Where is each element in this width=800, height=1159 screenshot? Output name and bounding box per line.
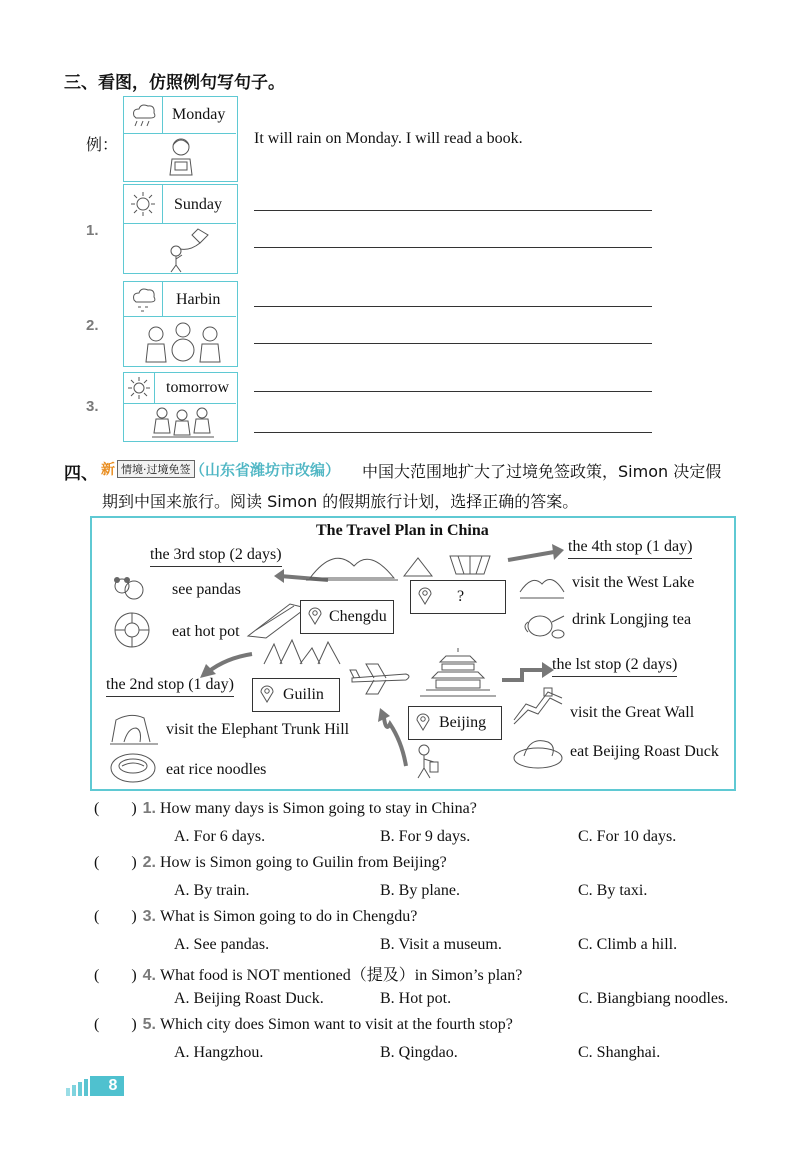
question-number: 1.	[142, 800, 156, 817]
context-badge	[101, 459, 195, 479]
answer-option: A. For 6 days.	[174, 828, 266, 845]
source-note: （山东省潍坊市改编）	[190, 461, 341, 479]
teapot-picture	[520, 606, 568, 640]
question-number: 5.	[142, 1016, 156, 1033]
answer-option: A. See pandas.	[174, 936, 270, 953]
travel-plan-box	[90, 516, 736, 791]
item-picture-box	[123, 184, 238, 274]
city-box-guilin	[252, 678, 340, 712]
question-number: 4.	[142, 967, 156, 984]
location-pin-icon	[417, 585, 433, 610]
karst-hills-picture	[262, 638, 342, 668]
page-number-tab	[64, 1076, 124, 1096]
question-text: What food is NOT mentioned（提及）in Simon’s plan?	[160, 967, 523, 984]
rain-cloud-icon	[128, 100, 158, 130]
question-text: How is Simon going to Guilin from Beijing?	[160, 854, 447, 871]
example-day-word: Monday	[172, 106, 226, 123]
answer-option: B. Qingdao.	[380, 1044, 458, 1061]
example-sentence: It will rain on Monday. I will read a book.	[254, 130, 523, 147]
answer-line[interactable]	[254, 391, 652, 392]
answer-blank[interactable]: ( )	[94, 967, 137, 984]
family-picnic-picture	[150, 405, 216, 441]
great-wall-picture	[512, 684, 564, 726]
children-snowman-picture	[138, 318, 228, 366]
plan-title: The Travel Plan in China	[316, 522, 489, 539]
city-name-beijing: Beijing	[439, 714, 487, 731]
stop1-item: eat Beijing Roast Duck	[570, 743, 719, 760]
item-number: 3.	[86, 398, 99, 415]
question-row	[94, 800, 477, 818]
answer-blank[interactable]: ( )	[94, 800, 137, 817]
answer-option: C. Climb a hill.	[578, 936, 678, 953]
landmark-picture	[304, 544, 400, 584]
answer-option: B. By plane.	[380, 882, 460, 899]
answer-option: B. Visit a museum.	[380, 936, 502, 953]
item-number: 2.	[86, 317, 99, 334]
city-box-unknown	[410, 580, 506, 614]
stop1-label: the lst stop (2 days)	[552, 656, 677, 677]
page-tab-stripes	[64, 1076, 104, 1096]
question-row	[94, 1016, 513, 1034]
item-picture-box	[123, 281, 238, 367]
stop2-item: visit the Elephant Trunk Hill	[166, 721, 350, 738]
item-picture-box	[123, 372, 238, 442]
roast-duck-picture	[512, 728, 566, 774]
temple-of-heaven-picture	[416, 646, 500, 700]
stop4-label: the 4th stop (1 day)	[568, 538, 692, 559]
west-lake-picture	[518, 568, 566, 602]
section3-title: 三、看图，仿照例句写句子。	[64, 73, 285, 93]
answer-option: B. For 9 days.	[380, 828, 471, 845]
answer-option: A. Hangzhou.	[174, 1044, 264, 1061]
sun-icon	[126, 375, 152, 401]
section4-prefix: 四、	[64, 464, 98, 484]
answer-blank[interactable]: ( )	[94, 908, 137, 925]
question-number: 3.	[142, 908, 156, 925]
sun-icon	[128, 189, 158, 219]
snow-cloud-icon	[128, 284, 158, 314]
item-word: tomorrow	[166, 379, 230, 396]
stop4-item: drink Longjing tea	[572, 611, 692, 628]
rice-noodles-picture	[108, 750, 158, 786]
panda-picture	[110, 572, 146, 604]
example-label: 例：	[86, 135, 119, 154]
stop3-label: the 3rd stop (2 days)	[150, 546, 282, 567]
city-name-guilin: Guilin	[283, 686, 324, 703]
stop4-item: visit the West Lake	[572, 574, 695, 591]
child-reading-picture	[164, 135, 198, 181]
route-arrow	[504, 540, 568, 568]
city-name-chengdu: Chengdu	[329, 608, 387, 625]
city-name-unknown: ?	[457, 588, 465, 605]
city-box-beijing	[408, 706, 502, 740]
stop3-item: eat hot pot	[172, 623, 240, 640]
badge-new: 新	[101, 462, 115, 478]
answer-option: C. Biangbiang noodles.	[578, 990, 729, 1007]
question-text: Which city does Simon want to visit at the fourth stop?	[160, 1016, 513, 1033]
question-number: 2.	[142, 854, 156, 871]
page-number: 8	[102, 1076, 124, 1096]
child-kite-picture	[154, 225, 214, 273]
traveler-picture	[410, 744, 440, 780]
answer-option: C. Shanghai.	[578, 1044, 661, 1061]
answer-option: A. By train.	[174, 882, 250, 899]
location-pin-icon	[415, 711, 431, 736]
question-row	[94, 908, 417, 926]
answer-line[interactable]	[254, 306, 652, 307]
stop1-item: visit the Great Wall	[570, 704, 695, 721]
item-word: Sunday	[174, 196, 222, 213]
location-pin-icon	[259, 683, 275, 708]
answer-line[interactable]	[254, 432, 652, 433]
answer-line[interactable]	[254, 210, 652, 211]
answer-blank[interactable]: ( )	[94, 854, 137, 871]
question-row	[94, 854, 447, 872]
city-box-chengdu	[300, 600, 394, 634]
hot-pot-picture	[110, 610, 154, 650]
elephant-trunk-hill-picture	[110, 712, 158, 748]
answer-option: C. By taxi.	[578, 882, 648, 899]
question-text: What is Simon going to do in Chengdu?	[160, 908, 418, 925]
intro-line1: 中国大范围地扩大了过境免签政策，Simon 决定假	[362, 462, 722, 481]
answer-option: A. Beijing Roast Duck.	[174, 990, 324, 1007]
item-number: 1.	[86, 222, 99, 239]
stop2-label: the 2nd stop (1 day)	[106, 676, 234, 697]
question-row	[94, 962, 522, 985]
intro-line2: 期到中国来旅行。阅读 Simon 的假期旅行计划，选择正确的答案。	[102, 492, 579, 511]
location-pin-icon	[307, 605, 323, 630]
answer-option: C. For 10 days.	[578, 828, 677, 845]
answer-line[interactable]	[254, 247, 652, 248]
question-text: How many days is Simon going to stay in China?	[160, 800, 477, 817]
stop2-item: eat rice noodles	[166, 761, 267, 778]
landmark-picture	[398, 546, 498, 580]
answer-blank[interactable]: ( )	[94, 1016, 137, 1033]
answer-line[interactable]	[254, 343, 652, 344]
example-picture-box	[123, 96, 238, 182]
badge-text: 情境·过境免签	[117, 460, 195, 478]
airplane-picture	[348, 660, 412, 696]
answer-option: B. Hot pot.	[380, 990, 452, 1007]
item-word: Harbin	[176, 291, 221, 308]
stop3-item: see pandas	[172, 581, 241, 598]
